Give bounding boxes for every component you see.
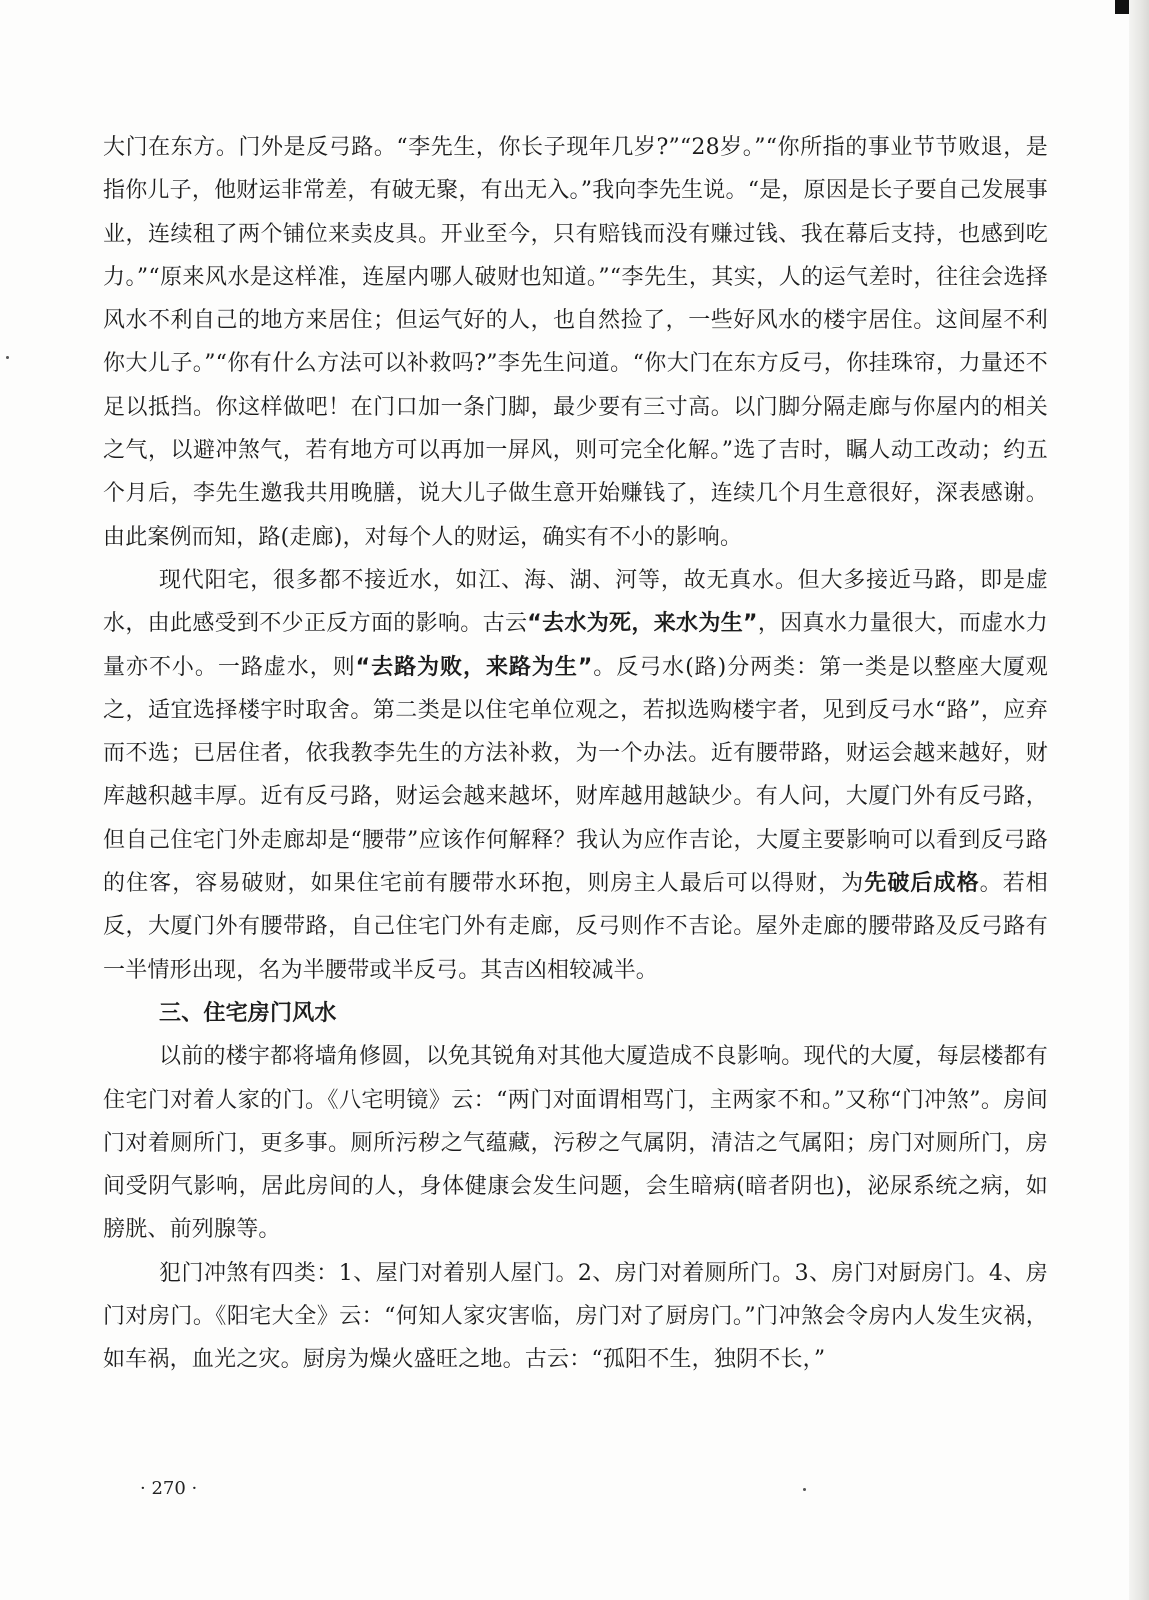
body-text (103, 126, 1048, 1382)
paragraph-door-clash-types: 犯门冲煞有四类：1、屋门对着别人屋门。2、房门对着厕所门。3、房门对厨房门。4、房门对房门。《阳宅大全》云：“何知人家灾害临，房门对了厨房门。”门冲煞会令房内人发生灾祸，如车祸，血光之灾。厨房为燥火盛旺之地。古云：“孤阳不生，独阴不长，” (103, 1260, 1048, 1373)
paragraph-text-segment: ，因真水力量很大，而虚水力量亦不小。一路虚水，则 (103, 611, 1048, 680)
paragraph-case-story: 大门在东方。门外是反弓路。“李先生，你长子现年几岁?”“28岁。”“你所指的事业节节败退，是指你儿子，他财运非常差，有破无聚，有出无入。”我向李先生说。“是，原因是长子要自己发展事业，连续租了两个铺位来卖皮具。开业至今，只有赔钱而没有赚过钱、我在幕后支持，也感到吃力。”“原来风水是这样准，连屋内哪人破财也知道。”“李先生，其实，人的运气差时，往往会选择风水不利自己的地方来居住；但运气好的人，也自然捡了，一些好风水的楼宇居住。这间屋不利你大儿子。”“你有什么方法可以补救吗?”李先生问道。“你大门在东方反弓，你挂珠帘，力量还不足以抵挡。你这样做吧！在门口加一条门脚，最少要有三寸高。以门脚分隔走廊与你屋内的相关之气，以避冲煞气，若有地方可以再加一屏风，则可完全化解。”选了吉时，瞩人动工改动；约五个月后，李先生邀我共用晚膳，说大儿子做生意开始赚钱了，连续几个月生意很好，深表感谢。由此案例而知，路(走廊)，对每个人的财运，确实有不小的影响。 (103, 135, 1048, 550)
emphasis-quote: “去路为败，来路为生” (355, 654, 593, 680)
paragraph-text-segment: 现代阳宅，很多都不接近水，如江、海、湖、河等，故无真水。但大多接近马路，即是虚水，由此感受到不少正反方面的影响。古云 (103, 567, 1048, 637)
scan-corner-mark (1115, 0, 1129, 14)
scan-edge-shadow (1129, 0, 1149, 1600)
scan-speck (6, 356, 9, 359)
paragraph-text-segment: 。反弓水(路)分两类：第一类是以整座大厦观之，适宜选择楼宇时取舍。第二类是以住宅单位观之，若拟选购楼宇者，见到反弓水“路”，应弃而不选；已居住者，依我教李先生的方法补救，为一个办法。近有腰带路，财运会越来越好，财库越积越丰厚。近有反弓路，财运会越来越坏，财库越用越缺少。有人问，大厦门外有反弓路，但自己住宅门外走廊却是“腰带”应该作何解释？我认为应作吉论，大厦主要影响可以看到反弓路的住客，容易破财，如果住宅前有腰带水环抱，则房主人最后可以得财，为 (103, 654, 1049, 897)
emphasis-term: 先破后成格 (864, 871, 980, 897)
paragraph-text-segment: 。若相反，大厦门外有腰带路，自己住宅门外有走廊，反弓则作不吉论。屋外走廊的腰带路及反弓路有一半情形出现，名为半腰带或半反弓。其吉凶相较减半。 (103, 871, 1048, 983)
page-number: · 270 · (140, 1478, 198, 1499)
section-heading: 三、住宅房门风水 (159, 1000, 337, 1026)
paragraph-road-water (103, 559, 1048, 992)
emphasis-quote: “去水为死，来水为生” (527, 611, 758, 637)
scan-speck (803, 1488, 806, 1491)
paragraph-door-facing: 以前的楼宇都将墙角修圆，以免其锐角对其他大厦造成不良影响。现代的大厦，每层楼都有住宅门对着人家的门。《八宅明镜》云：“两门对面谓相骂门，主两家不和。”又称“门冲煞”。房间门对着厕所门，更多事。厕所污秽之气蕴藏，污秽之气属阴，清洁之气属阳；房门对厕所门，房间受阴气影响，居此房间的人，身体健康会发生问题，会生暗病(暗者阴也)，泌尿系统之病，如膀胱、前列腺等。 (103, 1044, 1048, 1243)
